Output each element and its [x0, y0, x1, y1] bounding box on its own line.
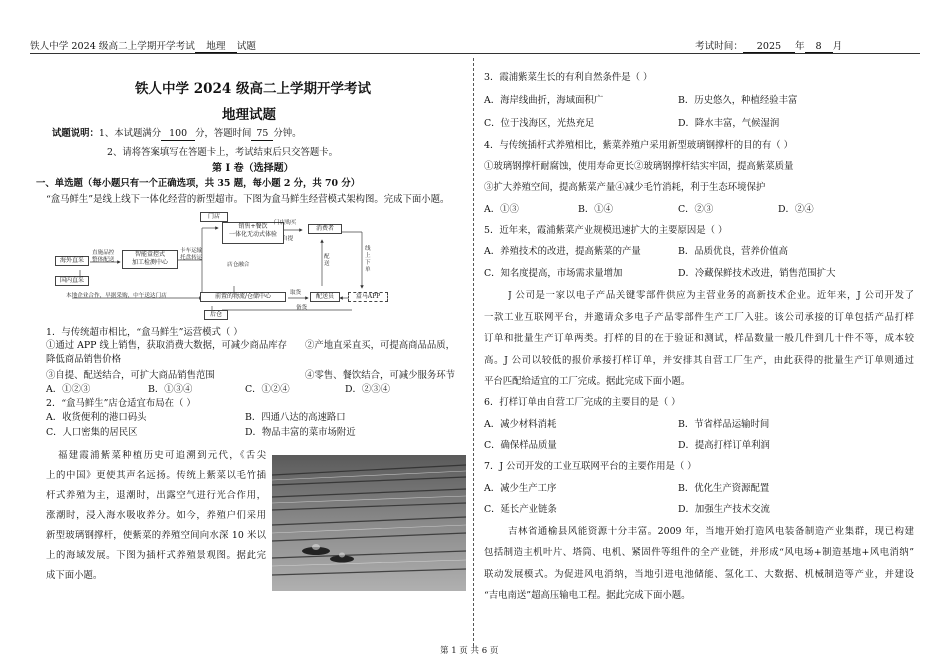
- q1-option2: ②产地直采直买，可提高商品品质，: [305, 340, 456, 351]
- instructions-line1: 试题说明：1、本试题满分 100 分，答题时间 75 分钟。: [52, 128, 302, 139]
- page-header-right: 考试时间： 2025 年 8 月: [695, 41, 843, 52]
- q6-choice-a[interactable]: A．减少材料消耗: [484, 419, 557, 430]
- q6-choice-c[interactable]: C．确保样品质量: [484, 440, 557, 451]
- label-store-buy: 门店购买: [274, 220, 297, 226]
- q3-stem: 3．霞浦紫菜生长的有利自然条件是（ ）: [484, 72, 653, 83]
- label-backup: 备货: [296, 305, 308, 311]
- q6-stem: 6．打样订单由自营工厂完成的主要目的是（ ）: [484, 397, 681, 408]
- passage-xiapu-line5: 新型玻璃钢撑杆，使紫菜的养殖空间向水深 10 米以: [46, 530, 266, 541]
- passage-xiapu-line2: 上的中国》更使其声名远扬。传统上紫菜以毛竹插: [46, 470, 266, 481]
- q4-choice-b[interactable]: B．①④: [578, 204, 614, 215]
- header-year: 2025: [743, 41, 795, 53]
- passage-xiapu-line1: 福建霞浦紫菜种植历史可追溯到元代，《舌尖: [58, 450, 266, 461]
- node-app: 盒马APP: [348, 292, 388, 302]
- passage-xiapu-line3: 杆式养殖为主，退潮时，出露空气进行光合作用，: [46, 490, 266, 501]
- node-store: 门店: [200, 212, 228, 222]
- seaweed-farm-image: [272, 455, 466, 591]
- q1-option4: ④零售、餐饮结合，可减少服务环节: [305, 370, 456, 381]
- q2-choice-c[interactable]: C．人口密集的居民区: [46, 427, 138, 438]
- passage-jcompany-line1: J 公司是一家以电子产品关键零部件供应为主营业务的高新技术企业。近年来，J 公司开发了: [508, 290, 914, 301]
- q4-option-line2: ③扩大养殖空间，提高紫菜产量④减少毛竹消耗，利于生态环境保护: [484, 182, 766, 193]
- exam-subtitle: 地理试题: [222, 107, 276, 123]
- q3-choice-d[interactable]: D．降水丰富，气候湿润: [678, 118, 780, 129]
- label-local-coop: 本地企业合作，早据采购，中午送达门店: [66, 293, 167, 299]
- q1-stem: 1．与传统超市相比，“盒马鲜生”运营模式（ ）: [46, 327, 243, 338]
- full-score: 100: [161, 128, 195, 141]
- exam-duration: 75: [251, 128, 273, 141]
- node-warehouse: 前置的物流/仓储中心: [200, 292, 286, 302]
- node-processing-center: 智能盒控式 加工检测中心: [122, 250, 178, 269]
- intro-hema: “盒马鲜生”是线上线下一体化经营的新型超市。下图为盒马鲜生经营模式架构图。完成下面小题。: [46, 194, 450, 205]
- passage-tongyu-line2: 包括制造主机叶片、塔筒、电机、紧固件等组件的全产业链，并形成“风电场+制造基地+风电消纳”: [484, 547, 914, 558]
- passage-xiapu-line7: 成下面小题。: [46, 570, 103, 581]
- node-local: 国内直采: [55, 276, 89, 286]
- q6-choice-d[interactable]: D．提高打样订单利润: [678, 440, 770, 451]
- q5-choice-b[interactable]: B．品质优良，营养价值高: [678, 246, 789, 257]
- q4-choice-a[interactable]: A．①③: [484, 204, 519, 215]
- passage-tongyu-line4: “吉电南送”超高压输电工程。据此完成下面小题。: [484, 590, 691, 601]
- q2-choice-d[interactable]: D．物品丰富的菜市场附近: [245, 427, 356, 438]
- q1-choice-d[interactable]: D．②③④: [345, 384, 391, 395]
- header-divider: [30, 53, 920, 54]
- q4-choice-c[interactable]: C．②③: [678, 204, 714, 215]
- node-delivery-staff: 配送员: [310, 292, 340, 302]
- passage-jcompany-line5: 平台匹配给适宜的工厂完成。据此完成下面小题。: [484, 376, 691, 387]
- passage-jcompany-line3: 订单和批量生产订单两类。打样的目的在于验证和测试，样品数量一般几件到几十件不等，成本较: [484, 333, 914, 344]
- q5-choice-a[interactable]: A．养殖技术的改进，提高紫菜的产量: [484, 246, 641, 257]
- passage-jcompany-line4: 高。J 公司以较低的报价承接打样订单，并安排其自营工厂生产，由此获得的批量生产订单则通过: [484, 355, 914, 366]
- q3-choice-b[interactable]: B．历史悠久，种植经验丰富: [678, 95, 798, 106]
- header-exam-name: 铁人中学 2024 级高二上学期开学考试: [30, 41, 195, 52]
- section-title: 第 I 卷（选择题）: [212, 163, 294, 174]
- q2-stem: 2．“盒马鲜生”店仓适宜布局在（ ）: [46, 398, 196, 409]
- q7-choice-a[interactable]: A．减少生产工序: [484, 483, 557, 494]
- page-footer: 第 1 页 共 6 页: [440, 646, 499, 656]
- node-back-warehouse: 后仓: [204, 310, 228, 320]
- header-subject: 地理: [195, 38, 237, 53]
- q1-option2b: 降低商品销售价格: [46, 354, 122, 365]
- label-truck: 卡车运输 托盘转运: [180, 248, 203, 261]
- q5-stem: 5．近年来，霞浦紫菜产业规模迅速扩大的主要原因是（ ）: [484, 225, 728, 236]
- column-divider: [473, 58, 474, 646]
- label-online-order: 线上下单: [365, 246, 371, 273]
- q3-choice-a[interactable]: A．海岸线曲折，海域面积广: [484, 95, 604, 106]
- q1-option3: ③自提、配送结合，可扩大商品销售范围: [46, 370, 215, 381]
- q7-choice-d[interactable]: D．加强生产技术交流: [678, 504, 770, 515]
- exam-title: 铁人中学 2024 级高二上学期开学考试: [135, 81, 371, 97]
- q2-choice-a[interactable]: A．收货便利的港口码头: [46, 412, 147, 423]
- node-sales: 销售+餐饮 一体化无动式体验: [222, 222, 284, 244]
- q7-choice-c[interactable]: C．延长产业链条: [484, 504, 557, 515]
- q4-option-line1: ①玻璃钢撑杆耐腐蚀，使用寿命更长②玻璃钢撑杆结实牢固，提高紫菜质量: [484, 161, 794, 172]
- passage-xiapu-line4: 涨潮时，浸入海水吸收养分。如今，养殖户们采用: [46, 510, 266, 521]
- label-delivery: 配送: [324, 254, 330, 267]
- page-header-left: [30, 38, 256, 53]
- q1-option1: ①通过 APP 线上销售，获取消费大数据，可减少商品库存: [46, 340, 287, 351]
- q4-choice-d[interactable]: D．②④: [778, 204, 814, 215]
- header-month: 8: [805, 41, 833, 53]
- part-one-heading: 一、单选题（每小题只有一个正确选项，共 35 题，每小题 2 分，共 70 分）: [36, 178, 361, 189]
- q5-choice-d[interactable]: D．冷藏保鲜技术改进，销售范围扩大: [678, 268, 836, 279]
- label-fusion: 店仓融合: [227, 262, 250, 268]
- node-overseas: 海外直采: [55, 256, 89, 266]
- passage-jcompany-line2: 一款工业互联网平台，并邀请众多电子产品零部件生产工厂入驻。该公司承接的订单包括产品打样: [484, 312, 914, 323]
- hema-business-diagram: [52, 210, 412, 322]
- label-direct: 直施品控 整体配送: [92, 250, 115, 263]
- q7-stem: 7．J 公司开发的工业互联网平台的主要作用是（ ）: [484, 461, 697, 472]
- q1-choice-c[interactable]: C．①②④: [245, 384, 290, 395]
- q6-choice-b[interactable]: B．节省样品运输时间: [678, 419, 770, 430]
- q3-choice-c[interactable]: C．位于浅海区，光热充足: [484, 118, 595, 129]
- q1-choice-b[interactable]: B．①③④: [148, 384, 193, 395]
- instructions-line2: 2、请将答案填写在答题卡上，考试结束后只交答题卡。: [107, 147, 338, 158]
- header-suffix: 试题: [236, 41, 257, 52]
- q2-choice-b[interactable]: B．四通八达的高速路口: [245, 412, 346, 423]
- label-pick: 取货: [290, 290, 302, 296]
- label-self-pick: 自提: [282, 236, 294, 242]
- node-consumer: 消费者: [308, 224, 342, 234]
- passage-xiapu-line6: 上的海域发展。下图为插杆式养殖景观图。据此完: [46, 550, 266, 561]
- passage-tongyu-line3: 联动发展模式。为促进风电消纳，当地引进电池储能、氢化工、大数据、机械制造等产业，并建设: [484, 569, 914, 580]
- q4-stem: 4．与传统插杆式养殖相比，紫菜养殖户采用新型玻璃钢撑杆的目的有（ ）: [484, 140, 793, 151]
- q7-choice-b[interactable]: B．优化生产资源配置: [678, 483, 770, 494]
- seaweed-farm-photo: [272, 455, 466, 591]
- passage-tongyu-line1: 吉林省通榆县风能资源十分丰富。2009 年，当地开始打造风电装备制造产业集群，现已构建: [508, 526, 914, 537]
- q1-choice-a[interactable]: A．①②③: [46, 384, 91, 395]
- q5-choice-c[interactable]: C．知名度提高，市场需求量增加: [484, 268, 623, 279]
